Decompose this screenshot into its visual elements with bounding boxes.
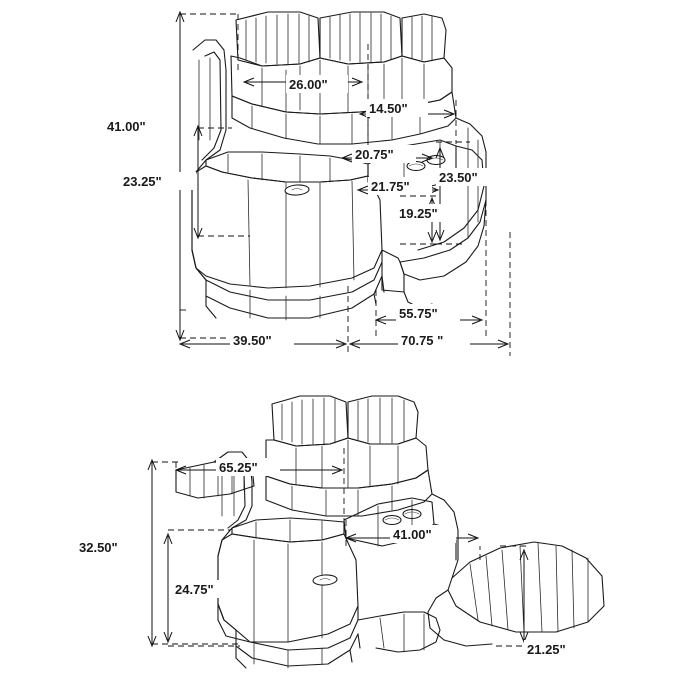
reclined-view-dimensions — [76, 448, 590, 658]
dim-23-50-arm-height: 23.50" — [439, 170, 478, 185]
dim-20-75-seat-depth: 20.75" — [355, 147, 394, 162]
dim-70-75-width: 70.75 " — [401, 333, 444, 348]
dim-41-00-reclined-length: 41.00" — [393, 527, 432, 542]
dim-32-50-height: 32.50" — [79, 540, 118, 555]
upright-sofa-illustration — [192, 12, 486, 320]
dim-24-75-back-height: 24.75" — [175, 582, 214, 597]
dim-21-25-footrest-height: 21.25" — [527, 642, 566, 657]
dim-39-50-width: 39.50" — [233, 333, 272, 348]
dim-65-25-depth: 65.25" — [219, 460, 258, 475]
dim-19-25-seat-height: 19.25" — [399, 206, 438, 221]
dim-23-25-back-height: 23.25" — [123, 174, 162, 189]
dim-14-50-console-width: 14.50" — [369, 101, 408, 116]
dim-21-75-seat-width: 21.75" — [371, 179, 410, 194]
dim-41-00-height: 41.00" — [107, 119, 146, 134]
dim-55-75-inner-width: 55.75" — [399, 306, 438, 321]
dim-26-00-width: 26.00" — [289, 77, 328, 92]
